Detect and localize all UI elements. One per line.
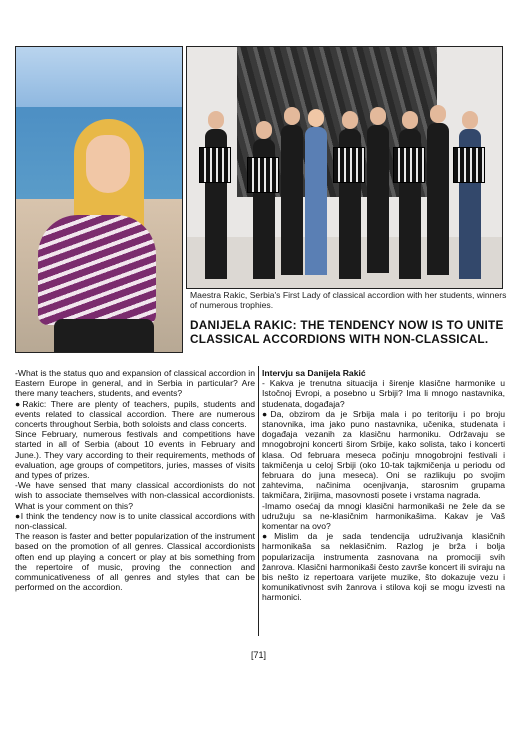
student-figure (367, 125, 389, 273)
paragraph: ●Mislim da je sada tendencija udruživanja klasičnih harmonikaša sa neklasičnim. Razlog je brža i bolja popularizacija instrumenta zasnovana na promociji svih žanrova. Klasični harmonikaši često završe koncert ili sviraju na bis nešto iz repertoara varijete muzike, što dokazuje vezu i komunikativnost svih žanrova i stilova koji se mogu izvesti na harmonici. (262, 531, 505, 603)
accordion-icon (247, 157, 279, 193)
portrait-photo (15, 46, 183, 353)
paragraph: ●I think the tendency now is to unite classical accordions with non-classical. (15, 510, 255, 532)
interview-title: Intervju sa Danijela Rakić (262, 368, 366, 378)
accordion-icon (333, 147, 365, 183)
teacher-figure (305, 127, 327, 275)
paragraph: The reason is faster and better popularization of the instrument based on the promotion of all genres. Classical accordionists often end up playing a concert or play at bis something from the repertoire of music, proving the connection and communicativeness of all genres and styles that can be performed on the accordion. (15, 531, 255, 593)
paragraph: -We have sensed that many classical accordionists do not wish to associate themselves with non-classical accordionists. What is your comment on this? (15, 480, 255, 511)
paragraph: -Imamo osećaj da mnogi klasični harmonikaši ne žele da se udružuju sa ne-klasičnim harmonikašima. Kakav je Vaš komentar na ovo? (262, 500, 505, 532)
accordion-icon (453, 147, 485, 183)
paragraph: ●Rakic: There are plenty of teachers, pupils, students and events related to classical accordion. There are numerous concerts throughout Serbia, both soloists and class concerts. (15, 398, 255, 430)
paragraph: - Kakva je trenutna situacija i širenje klasične harmonike u Istočnoj Evropi, a posebno u Srbiji? Ima li mnogo nastavnika, studenata, događaja? (262, 378, 505, 409)
accordion-icon (199, 147, 231, 183)
paragraph: -What is the status quo and expansion of classical accordion in Eastern Europe in general, and in Serbia in particular? Are there many teachers, students, and events? (15, 368, 255, 399)
legs (54, 319, 154, 353)
page-number: [71] (250, 650, 266, 660)
article-headline: DANIJELA RAKIC: THE TENDENCY NOW IS TO UNITE CLASSICAL ACCORDIONS WITH NON-CLASSICAL. (190, 318, 504, 346)
column-divider (258, 366, 259, 636)
serbian-column (262, 368, 505, 603)
paragraph: ●Da, obzirom da je Srbija mala i po teritoriju i po broju stanovnika, ima jako puno nastavnika, učenika, studenata i događaja vezanih za klasičnu harmoniku. Održavaju se mnogobrojni koncerti širom Srbije, kako solista, tako i koncerti klasa. Od februara meseca počinju mnogobrojni festivali i takmičenja u celoj Srbiji (oko 10-tak tajkmičenja u periodu od februara do juna meseca). Oni se razlikuju po svojim zahtevima, načinima ocenjivanja, starosnim grupama takmičara, žirijima, masovnosti posete i vrstama nagrada. (262, 408, 505, 501)
student-figure (281, 125, 303, 275)
face (86, 135, 130, 193)
group-photo (186, 46, 503, 289)
student-figure (427, 123, 449, 275)
photo-caption: Maestra Rakic, Serbia's First Lady of classical accordion with her students, winners of numerous trophies. (190, 290, 507, 310)
sky (16, 47, 182, 107)
striped-top (38, 215, 156, 325)
paragraph: Since February, numerous festivals and competitions have started in all of Serbia (about 10 events in February and June.). They vary according to their requirements, methods of evaluation, age groups of competitors, juries, masses of visits and types of prizes. (15, 429, 255, 481)
accordion-icon (393, 147, 425, 183)
english-column (15, 368, 255, 592)
